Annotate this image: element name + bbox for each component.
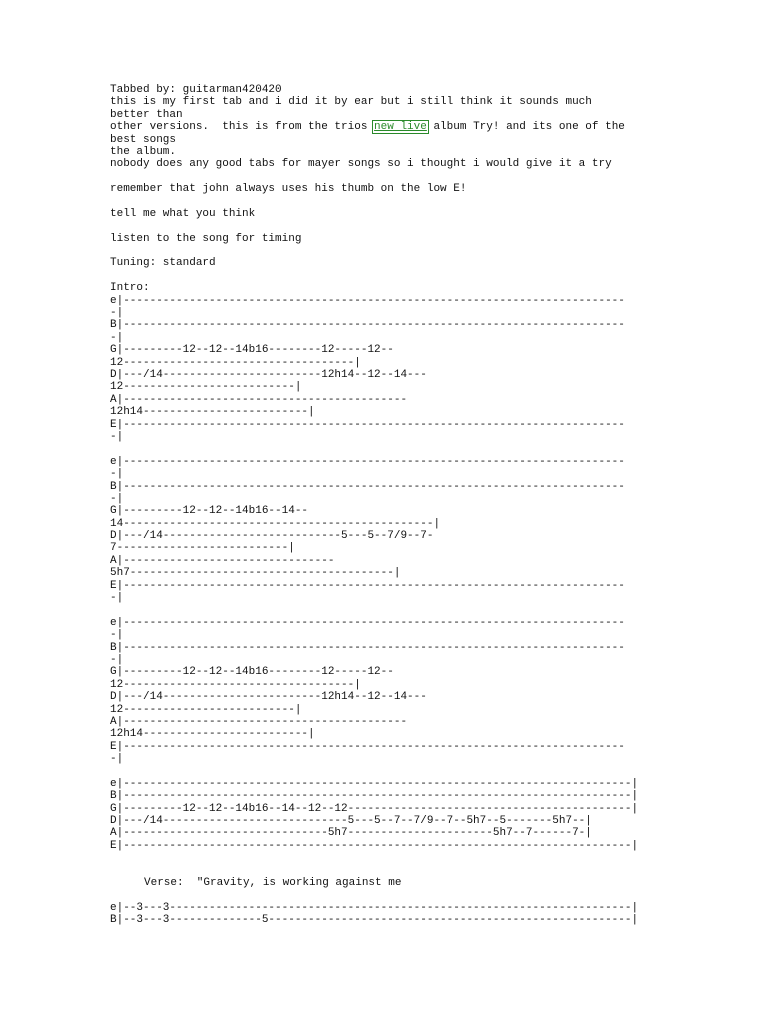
tuning-line: Tuning: standard bbox=[110, 257, 216, 270]
tab-line: -| bbox=[110, 629, 124, 642]
feedback-note: tell me what you think bbox=[110, 207, 256, 220]
tab-line: e|---------------------------------------------------------------------------- bbox=[110, 616, 625, 629]
tab-line: G|---------12--12--14b16--14-- bbox=[110, 505, 309, 518]
intro-text-fragment: other versions. this is from the trios bbox=[110, 121, 375, 134]
spacer bbox=[110, 765, 660, 777]
spacer bbox=[110, 245, 660, 257]
tab-line: D|---/14----------------------------5---5--7--7/9--7--5h7--5-------5h7--| bbox=[110, 815, 592, 828]
verse-label: Verse: "Gravity, is working against me bbox=[144, 877, 402, 890]
tab-line: 12-----------------------------------| bbox=[110, 356, 361, 369]
tab-block-2 bbox=[110, 456, 660, 605]
tab-line: e|-----------------------------------------------------------------------------| bbox=[110, 777, 639, 790]
tabbed-by-line: Tabbed by: guitarman420420 bbox=[110, 84, 282, 96]
spacer bbox=[110, 443, 660, 455]
tab-line: A|-------------------------------5h7----------------------5h7--7------7-| bbox=[110, 827, 592, 840]
tab-line: -| bbox=[110, 753, 124, 766]
timing-note: listen to the song for timing bbox=[110, 232, 302, 245]
tab-line: B|-----------------------------------------------------------------------------| bbox=[110, 790, 639, 803]
tab-line: B|--3---3--------------5-------------------------------------------------------| bbox=[110, 914, 639, 927]
tab-line: e|--3---3----------------------------------------------------------------------| bbox=[110, 901, 639, 914]
spacer bbox=[110, 889, 660, 901]
tab-line: 5h7----------------------------------------| bbox=[110, 567, 401, 580]
tab-line: E|---------------------------------------------------------------------------- bbox=[110, 740, 625, 753]
spacer bbox=[110, 270, 660, 282]
tab-line: A|------------------------------------------- bbox=[110, 715, 408, 728]
tab-line: B|---------------------------------------------------------------------------- bbox=[110, 480, 625, 493]
tab-line: -| bbox=[110, 468, 124, 481]
tab-line: G|---------12--12--14b16--14--12--12-------------------------------------------| bbox=[110, 802, 639, 815]
intro-text-line: this is my first tab and i did it by ear but i still think it sounds much bbox=[110, 96, 592, 109]
tab-line: -| bbox=[110, 492, 124, 505]
tab-line: 12h14-------------------------| bbox=[110, 728, 315, 741]
tab-line: D|---/14------------------------12h14--12--14--- bbox=[110, 368, 427, 381]
tab-line: D|---/14------------------------12h14--12--14--- bbox=[110, 691, 427, 704]
tab-line: A|------------------------------------------- bbox=[110, 393, 408, 406]
tab-block-1 bbox=[110, 295, 660, 444]
tab-block-4 bbox=[110, 778, 660, 852]
tab-line: 12--------------------------| bbox=[110, 381, 302, 394]
tab-line: e|---------------------------------------------------------------------------- bbox=[110, 294, 625, 307]
tab-line: 12h14-------------------------| bbox=[110, 406, 315, 419]
tab-document bbox=[110, 84, 660, 927]
tab-line: D|---/14---------------------------5---5--7/9--7- bbox=[110, 530, 434, 543]
tab-line: -| bbox=[110, 592, 124, 605]
spacer bbox=[110, 852, 660, 877]
spacer bbox=[110, 171, 660, 183]
tab-line: E|---------------------------------------------------------------------------- bbox=[110, 418, 625, 431]
intro-text-fragment: album Try! and its one of the bbox=[426, 121, 625, 134]
tab-line: 14-----------------------------------------------| bbox=[110, 517, 441, 530]
tab-line: -| bbox=[110, 307, 124, 320]
tab-block-3 bbox=[110, 617, 660, 766]
new-live-link[interactable]: new live bbox=[374, 121, 427, 134]
tab-line: B|---------------------------------------------------------------------------- bbox=[110, 319, 625, 332]
spacer bbox=[110, 604, 660, 616]
intro-text-line: the album. bbox=[110, 145, 177, 158]
tab-line: -| bbox=[110, 331, 124, 344]
intro-text-line bbox=[110, 121, 660, 133]
intro-label: Intro: bbox=[110, 282, 150, 295]
tab-line: E|-----------------------------------------------------------------------------| bbox=[110, 839, 639, 852]
tab-line: e|---------------------------------------------------------------------------- bbox=[110, 455, 625, 468]
tab-block-5 bbox=[110, 902, 660, 927]
intro-text-line: nobody does any good tabs for mayer songs so i thought i would give it a try bbox=[110, 158, 612, 171]
intro-text-line: better than bbox=[110, 108, 183, 121]
intro-text-line: best songs bbox=[110, 133, 177, 146]
tab-line: A|-------------------------------- bbox=[110, 554, 335, 567]
spacer bbox=[110, 220, 660, 232]
tab-line: B|---------------------------------------------------------------------------- bbox=[110, 641, 625, 654]
tab-line: 12-----------------------------------| bbox=[110, 678, 361, 691]
thumb-note: remember that john always uses his thumb on the low E! bbox=[110, 183, 467, 196]
tab-line: 12--------------------------| bbox=[110, 703, 302, 716]
tab-line: -| bbox=[110, 430, 124, 443]
tab-line: G|---------12--12--14b16--------12-----12-- bbox=[110, 666, 394, 679]
tab-line: -| bbox=[110, 653, 124, 666]
tab-line: G|---------12--12--14b16--------12-----12-- bbox=[110, 344, 394, 357]
tab-line: 7--------------------------| bbox=[110, 542, 295, 555]
spacer bbox=[110, 196, 660, 208]
tab-line: E|---------------------------------------------------------------------------- bbox=[110, 579, 625, 592]
